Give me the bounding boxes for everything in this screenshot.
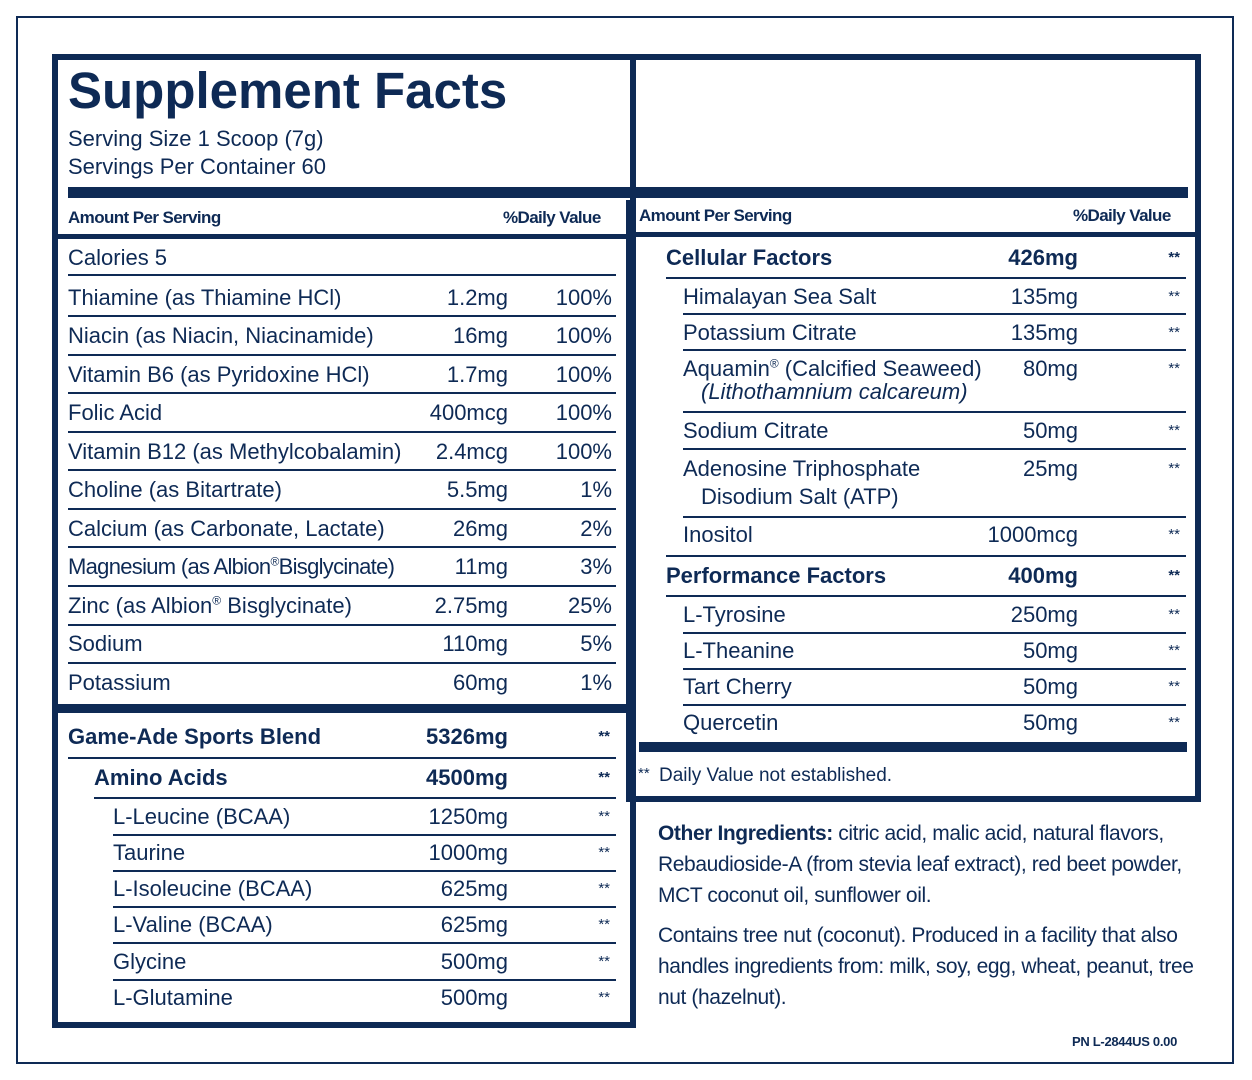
- nutrient-name: [68, 554, 394, 580]
- nutrient-amount: 1.7mg: [446, 362, 508, 387]
- right-amount-header: Amount Per Serving: [639, 206, 792, 225]
- nutrient-row: [68, 631, 616, 657]
- blend-dv: **: [598, 728, 610, 745]
- cellular-amount: 135mg: [1010, 284, 1078, 309]
- nutrient-name: Vitamin B12 (as Methylcobalamin): [68, 439, 402, 464]
- nutrient-dv: 5%: [580, 631, 612, 656]
- left-header-rule: [58, 234, 626, 239]
- cellular-name: Himalayan Sea Salt: [683, 284, 877, 309]
- nutrient-name: Vitamin B6 (as Pyridoxine HCl): [68, 362, 370, 387]
- amino-name: Taurine: [113, 840, 186, 865]
- cellular-name: Sodium Citrate: [683, 418, 829, 443]
- nutrient-row: [68, 400, 616, 426]
- cellular-latin-name: (Lithothamnium calcareum): [701, 379, 968, 404]
- other-ingredients-text: citric acid, malic acid, natural flavors, Rebaudioside-A (from stevia leaf extract), red beet powder, MCT coconut oil, sunflower oil.: [658, 822, 1182, 907]
- nutrient-name: Potassium: [68, 670, 171, 695]
- registered-mark: ®: [270, 554, 279, 569]
- amino-name: L-Glutamine: [113, 985, 233, 1010]
- performance-factors-name: Performance Factors: [666, 563, 887, 588]
- nutrient-amount: 26mg: [452, 516, 508, 541]
- row-divider: [68, 757, 616, 759]
- nutrient-row: [68, 477, 616, 503]
- nutrient-name: [68, 593, 352, 619]
- amino-name: L-Isoleucine (BCAA): [113, 876, 313, 901]
- nutrient-dv: 100%: [555, 285, 612, 310]
- nutrient-name: Niacin (as Niacin, Niacinamide): [68, 323, 374, 348]
- nutrient-amount: 400mcg: [429, 400, 508, 425]
- cellular-amount: 135mg: [1010, 320, 1078, 345]
- amino-amount: 500mg: [440, 949, 508, 974]
- cellular-factors-amount: 426mg: [1008, 245, 1078, 270]
- nutrient-amount: 16mg: [452, 323, 508, 348]
- row-divider: [68, 624, 616, 626]
- row-divider: [68, 315, 616, 317]
- cellular-name-line2: Disodium Salt (ATP): [701, 484, 899, 509]
- cellular-row: [683, 456, 1186, 510]
- nutrient-dv: 100%: [555, 439, 612, 464]
- nutrient-row: [68, 285, 616, 311]
- row-divider: [68, 469, 616, 471]
- right-header-rule: [628, 232, 1195, 237]
- part-number: PN L-2844US 0.00: [1072, 1034, 1178, 1049]
- nutrient-amount: 2.75mg: [434, 593, 508, 618]
- nutrient-row: [68, 554, 616, 580]
- cellular-factors-row: [666, 245, 1186, 271]
- blend-amount: 5326mg: [426, 724, 508, 749]
- amino-amount: 1250mg: [428, 804, 508, 829]
- row-divider: [68, 274, 616, 276]
- row-divider: [68, 508, 616, 510]
- row-divider: [113, 979, 616, 981]
- amino-dv: **: [598, 808, 610, 825]
- right-dv-header: %Daily Value: [1073, 206, 1171, 225]
- row-divider: [683, 704, 1186, 706]
- performance-name: Quercetin: [683, 710, 779, 735]
- thick-rule-top: [68, 187, 1188, 198]
- nutrient-row: [68, 245, 616, 271]
- performance-name: Tart Cherry: [683, 674, 792, 699]
- cellular-name: Inositol: [683, 522, 753, 547]
- nutrient-dv: 100%: [555, 323, 612, 348]
- footnote-text: Daily Value not established.: [659, 765, 893, 786]
- row-divider: [68, 392, 616, 394]
- row-divider: [666, 595, 1186, 597]
- nutrient-name: Choline (as Bitartrate): [68, 477, 282, 502]
- blend-row: [68, 724, 616, 750]
- row-divider: [683, 411, 1186, 413]
- row-divider: [113, 870, 616, 872]
- performance-amount: 50mg: [1022, 638, 1078, 663]
- nutrient-amount: 1.2mg: [446, 285, 508, 310]
- cellular-factors-dv: **: [1168, 249, 1180, 266]
- performance-amount: 50mg: [1022, 674, 1078, 699]
- row-divider: [683, 448, 1186, 450]
- cellular-name-part: (Calcified Seaweed): [778, 356, 982, 381]
- right-bottom-thick-rule: [639, 742, 1187, 752]
- performance-dv: **: [1168, 642, 1180, 659]
- amino-amount: 500mg: [440, 985, 508, 1010]
- left-blend-thick-rule: [58, 704, 626, 713]
- amino-name: L-Valine (BCAA): [113, 912, 273, 937]
- amino-dv: **: [598, 916, 610, 933]
- row-divider: [683, 516, 1186, 518]
- row-divider: [113, 942, 616, 944]
- performance-amount: 50mg: [1022, 710, 1078, 735]
- row-divider: [666, 277, 1186, 279]
- registered-mark: ®: [212, 593, 222, 608]
- other-ingredients: [658, 818, 1198, 1013]
- row-divider: [68, 431, 616, 433]
- cellular-amount: 50mg: [1022, 418, 1078, 443]
- allergen-statement: Contains tree nut (coconut). Produced in a facility that also handles ingredients from: milk, soy, egg, wheat, peanut, tree nut (hazelnut).: [658, 924, 1194, 1009]
- row-divider: [94, 797, 616, 799]
- cellular-amount: 1000mcg: [987, 522, 1078, 547]
- nutrient-dv: 1%: [580, 477, 612, 502]
- left-amount-header: Amount Per Serving: [68, 208, 221, 227]
- nutrient-name-part: Bisglycinate): [221, 593, 352, 618]
- nutrient-amount: 11mg: [454, 554, 508, 579]
- performance-dv: **: [1168, 714, 1180, 731]
- nutrient-dv: 3%: [580, 554, 612, 579]
- servings-per-container: Servings Per Container 60: [68, 154, 327, 179]
- cellular-factors-name: Cellular Factors: [666, 245, 833, 270]
- nutrient-name: Sodium: [68, 631, 143, 656]
- left-dv-header: %Daily Value: [503, 208, 601, 227]
- amino-acids-dv: **: [598, 769, 610, 786]
- other-ingredients-label: Other Ingredients:: [658, 822, 833, 845]
- nutrient-row: [68, 439, 616, 465]
- nutrient-dv: 100%: [555, 400, 612, 425]
- amino-name: L-Leucine (BCAA): [113, 804, 291, 829]
- serving-size: Serving Size 1 Scoop (7g): [68, 126, 324, 151]
- cellular-amount: 80mg: [1022, 356, 1078, 381]
- amino-acids-amount: 4500mg: [426, 765, 508, 790]
- nutrient-amount: 5.5mg: [446, 477, 508, 502]
- nutrient-dv: 1%: [580, 670, 612, 695]
- cellular-dv: **: [1168, 288, 1180, 305]
- performance-dv: **: [1168, 678, 1180, 695]
- amino-amount: 625mg: [440, 912, 508, 937]
- row-divider: [683, 349, 1186, 351]
- nutrient-amount: 2.4mcg: [435, 439, 508, 464]
- performance-amount: 250mg: [1010, 602, 1078, 627]
- performance-dv: **: [1168, 606, 1180, 623]
- performance-factors-amount: 400mg: [1008, 563, 1078, 588]
- row-divider: [68, 585, 616, 587]
- performance-factors-row: [666, 563, 1186, 589]
- cellular-dv: **: [1168, 460, 1180, 477]
- nutrient-row: [68, 670, 616, 696]
- row-divider: [68, 662, 616, 664]
- performance-name: L-Theanine: [683, 638, 795, 663]
- nutrient-name: Folic Acid: [68, 400, 163, 425]
- blend-name: Game-Ade Sports Blend: [68, 724, 322, 749]
- cellular-name: Adenosine Triphosphate: [683, 456, 921, 481]
- nutrient-amount: 110mg: [442, 631, 508, 656]
- nutrient-name: Calcium (as Carbonate, Lactate): [68, 516, 385, 541]
- footnote-mark: **: [638, 765, 650, 782]
- nutrient-row: [68, 323, 616, 349]
- row-divider: [68, 354, 616, 356]
- cellular-row: [683, 356, 1186, 406]
- row-divider: [113, 834, 616, 836]
- nutrient-row: [68, 516, 616, 542]
- row-divider: [683, 313, 1186, 315]
- cellular-dv: **: [1168, 526, 1180, 543]
- cellular-dv: **: [1168, 422, 1180, 439]
- nutrient-name: Calories 5: [68, 245, 168, 270]
- amino-name: Glycine: [113, 949, 187, 974]
- amino-dv: **: [598, 989, 610, 1006]
- cellular-name: Potassium Citrate: [683, 320, 857, 345]
- row-divider: [683, 632, 1186, 634]
- nutrient-row: [68, 362, 616, 388]
- nutrient-name-part: Magnesium (as Albion: [68, 554, 271, 579]
- performance-factors-dv: **: [1168, 567, 1180, 584]
- nutrient-dv: 100%: [555, 362, 612, 387]
- row-divider: [68, 546, 616, 548]
- performance-name: L-Tyrosine: [683, 602, 786, 627]
- row-divider: [113, 906, 616, 908]
- cellular-dv: **: [1168, 324, 1180, 341]
- amino-amount: 1000mg: [428, 840, 508, 865]
- nutrient-row: [68, 593, 616, 619]
- cellular-dv: **: [1168, 360, 1180, 377]
- registered-mark: ®: [769, 356, 779, 371]
- amino-acids-row: [94, 765, 616, 791]
- amino-dv: **: [598, 844, 610, 861]
- row-divider: [666, 555, 1186, 557]
- cellular-amount: 25mg: [1022, 456, 1078, 481]
- amino-dv: **: [598, 953, 610, 970]
- nutrient-dv: 2%: [580, 516, 612, 541]
- column-divider: [626, 200, 630, 800]
- supplement-facts-title: Supplement Facts: [68, 62, 508, 119]
- row-divider: [683, 668, 1186, 670]
- amino-amount: 625mg: [440, 876, 508, 901]
- nutrient-amount: 60mg: [452, 670, 508, 695]
- nutrient-dv: 25%: [567, 593, 612, 618]
- nutrient-name: Thiamine (as Thiamine HCl): [68, 285, 342, 310]
- amino-dv: **: [598, 880, 610, 897]
- cellular-name-part: Aquamin: [683, 356, 770, 381]
- amino-acids-name: Amino Acids: [94, 765, 228, 790]
- nutrient-name-part: Bisglycinate): [278, 554, 395, 579]
- nutrient-name-part: Zinc (as Albion: [68, 593, 213, 618]
